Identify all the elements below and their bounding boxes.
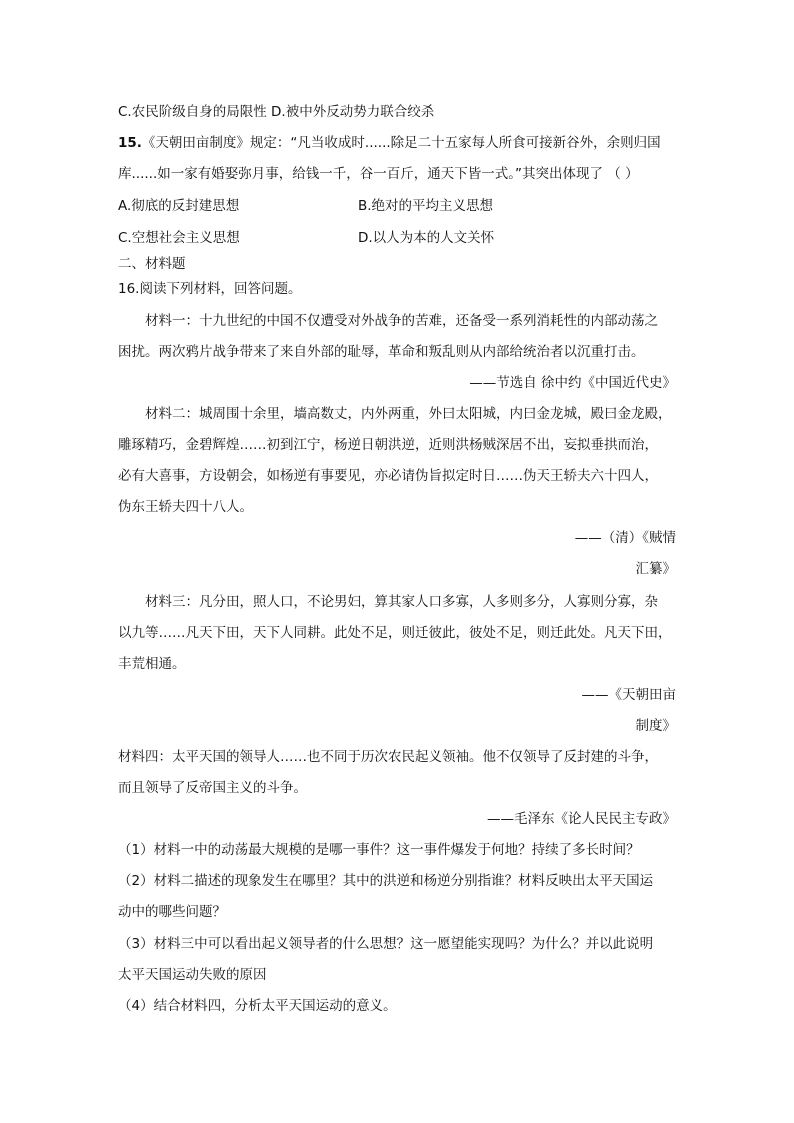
q15-option-a: A.彻底的反封建思想 (118, 198, 240, 214)
question-2-line2: 动中的哪些问题？ (118, 904, 226, 920)
material4-line1: 材料四：太平天国的领导人……也不同于历次农民起义领袖。他不仅领导了反封建的斗争， (118, 749, 658, 765)
material4-source: ——毛泽东《论人民民主专政》 (487, 811, 676, 827)
question-3-line1: （3）材料三中可以看出起义领导者的什么思想？这一愿望能实现吗？为什么？并以此说明 (118, 936, 654, 952)
q14-options-cd: C.农民阶级自身的局限性 D.被中外反动势力联合绞杀 (118, 104, 435, 120)
q15-number: 15. (118, 135, 142, 151)
q15-option-c: C.空想社会主义思想 (118, 230, 240, 246)
q15-stem-line1 (118, 133, 661, 153)
material2-source-line2: 汇纂》 (635, 561, 676, 577)
material2-line3: 必有大喜事，方设朝会，如杨逆有事要见，亦必请伪旨拟定时日……伪天王轿夫六十四人， (118, 468, 658, 484)
q15-option-b: B.绝对的平均主义思想 (358, 198, 494, 214)
q15-stem-text1: 《天朝田亩制度》规定：“凡当收成时......除足二十五家每人所食可接新谷外，余则归国 (141, 135, 661, 151)
question-2-line1: （2）材料二描述的现象发生在哪里？其中的洪逆和杨逆分别指谁？材料反映出太平天国运 (118, 873, 654, 889)
material3-source-line2: 制度》 (635, 718, 676, 734)
material2-line2: 雕琢精巧，金碧辉煌……初到江宁，杨逆日朝洪逆，近则洪杨贼深居不出，妄拟垂拱而治， (118, 437, 658, 453)
material3-line3: 丰荒相通。 (118, 656, 186, 672)
material2-line4: 伪东王轿夫四十八人。 (118, 499, 253, 515)
material3-source-line1: ——《天朝田亩 (581, 687, 676, 703)
material3-line2: 以九等……凡天下田，天下人同耕。此处不足，则迁彼此，彼处不足，则迁此处。凡天下田， (118, 625, 672, 641)
section-title-materials: 二、材料题 (118, 256, 186, 272)
question-3-line2: 太平天国运动失败的原因 (118, 967, 267, 983)
material3-line1: 材料三：凡分田，照人口，不论男妇，算其家人口多寡，人多则多分，人寡则分寡，杂 (145, 594, 658, 610)
material1-source: ——节选自 徐中约《中国近代史》 (469, 375, 676, 391)
q15-stem-line2: 库......如一家有婚娶弥月事，给钱一千，谷一百斤，通天下皆一式。”其突出体现了 （ ） (118, 166, 639, 182)
material1-line1: 材料一：十九世纪的中国不仅遭受对外战争的苦难，还备受一系列消耗性的内部动荡之 (145, 313, 658, 329)
material1-line2: 困扰。两次鸦片战争带来了来自外部的耻辱，革命和叛乱则从内部给统治者以沉重打击。 (118, 344, 645, 360)
question-4: （4）结合材料四，分析太平天国运动的意义。 (118, 998, 397, 1014)
material4-line2: 而且领导了反帝国主义的斗争。 (118, 780, 307, 796)
question-1: （1）材料一中的动荡最大规模的是哪一事件？这一事件爆发于何地？持续了多长时间？ (118, 842, 640, 858)
material2-source-line1: ——（清）《贼情 (574, 530, 676, 546)
q15-option-d: D.以人为本的人文关怀 (358, 230, 495, 246)
material2-line1: 材料二：城周围十余里，墙高数丈，内外两重，外曰太阳城，内曰金龙城，殿曰金龙殿， (145, 406, 672, 422)
q16-prompt: 16.阅读下列材料，回答问题。 (118, 281, 302, 297)
